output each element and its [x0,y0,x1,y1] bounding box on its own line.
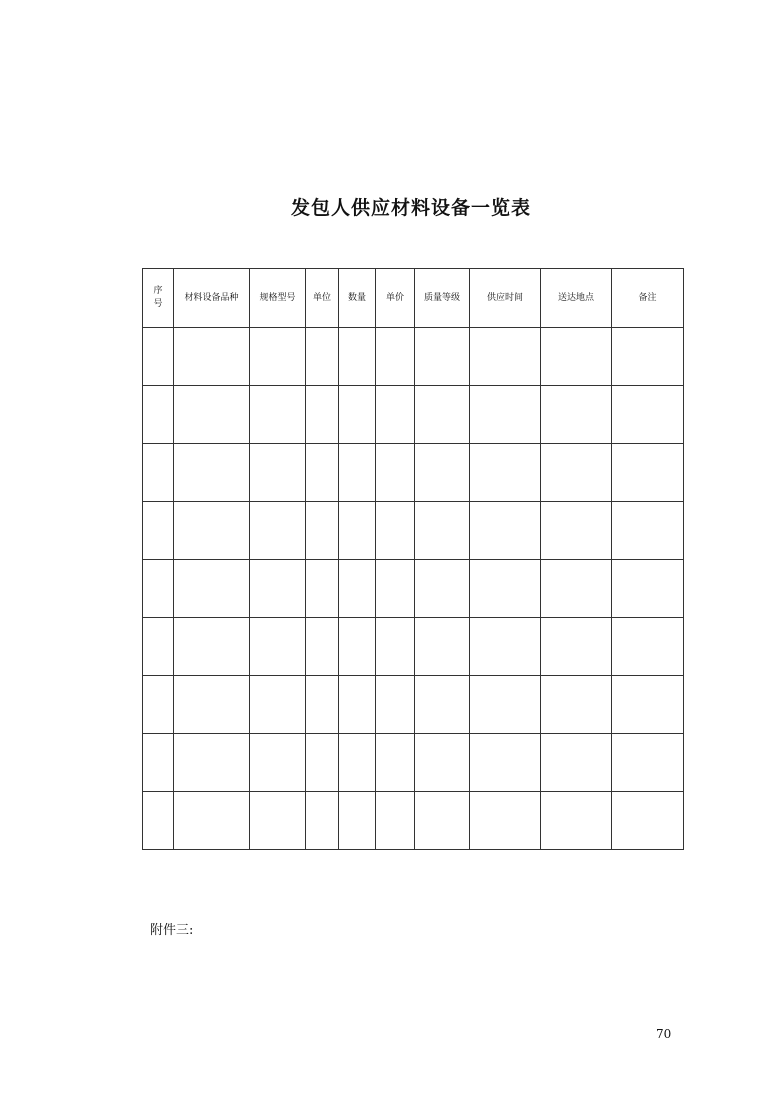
table-cell [376,386,415,444]
table-cell [415,676,470,734]
table-cell [612,734,684,792]
table-cell [250,618,306,676]
table-cell [541,328,612,386]
table-cell [143,444,174,502]
supply-table [142,268,684,850]
table-row [143,444,684,502]
table-cell [541,618,612,676]
table-cell [376,676,415,734]
table-cell [339,502,376,560]
table-cell [306,676,339,734]
table-cell [174,618,250,676]
table-cell [376,560,415,618]
table-cell [306,618,339,676]
table-cell [470,676,541,734]
page-title: 发包人供应材料设备一览表 [290,197,531,219]
table-cell [250,676,306,734]
table-cell [415,734,470,792]
table-cell [470,386,541,444]
table-cell [415,618,470,676]
table-cell [415,328,470,386]
table-cell [541,386,612,444]
table-cell [339,792,376,850]
table-cell [250,734,306,792]
table-cell [470,328,541,386]
table-cell [415,560,470,618]
column-header-material: 材料设备品种 [174,269,250,328]
table-body [143,328,684,850]
table-cell [306,502,339,560]
table-row [143,328,684,386]
table-cell [376,792,415,850]
table-cell [415,502,470,560]
table-cell [339,386,376,444]
column-header-delivery-place: 送达地点 [541,269,612,328]
table-cell [174,792,250,850]
table-cell [250,560,306,618]
table-cell [306,386,339,444]
table-cell [612,618,684,676]
table-cell [339,676,376,734]
table-cell [174,386,250,444]
table-cell [612,444,684,502]
table-cell [376,444,415,502]
table-cell [612,328,684,386]
table-cell [612,502,684,560]
column-header-quality: 质量等级 [415,269,470,328]
table-cell [339,560,376,618]
table-cell [339,444,376,502]
table-cell [470,560,541,618]
table-cell [376,734,415,792]
table-cell [470,792,541,850]
table-cell [415,792,470,850]
table-row [143,676,684,734]
table-cell [339,618,376,676]
table-cell [612,386,684,444]
table-cell [376,328,415,386]
column-header-remarks: 备注 [612,269,684,328]
table-cell [306,792,339,850]
table-cell [541,502,612,560]
table-cell [174,734,250,792]
table-cell [306,444,339,502]
table-cell [306,734,339,792]
page-number: 70 [656,1027,672,1041]
column-header-spec: 规格型号 [250,269,306,328]
table-cell [612,792,684,850]
column-header-unit: 单位 [306,269,339,328]
attachment-label: 附件三: [150,923,194,938]
table-cell [470,502,541,560]
table-cell [250,328,306,386]
column-header-unit-price: 单价 [376,269,415,328]
table-cell [415,386,470,444]
table-cell [541,734,612,792]
table-cell [470,444,541,502]
column-header-seq-char: 序 [153,286,163,296]
table-row [143,386,684,444]
table-cell [612,676,684,734]
table-cell [143,386,174,444]
table-row [143,502,684,560]
table-cell [470,618,541,676]
table-cell [306,328,339,386]
table-cell [143,792,174,850]
table-cell [541,676,612,734]
table-cell [174,676,250,734]
table-row [143,792,684,850]
table-cell [143,560,174,618]
table-cell [541,560,612,618]
table-cell [541,444,612,502]
column-header-seq-char: 号 [153,299,163,309]
table-cell [250,444,306,502]
table-cell [376,502,415,560]
table-row [143,560,684,618]
table-cell [339,734,376,792]
table-cell [415,444,470,502]
table-cell [143,328,174,386]
table-cell [174,328,250,386]
column-header-seq [143,269,174,328]
table-cell [143,734,174,792]
table-cell [174,444,250,502]
table-cell [470,734,541,792]
table-row [143,734,684,792]
table-cell [541,792,612,850]
table-cell [174,560,250,618]
table-row [143,618,684,676]
table-cell [174,502,250,560]
header-row [143,269,684,328]
table-cell [143,618,174,676]
table-cell [612,560,684,618]
table-cell [250,386,306,444]
column-header-supply-time: 供应时间 [470,269,541,328]
table-cell [339,328,376,386]
table-cell [143,502,174,560]
table-cell [376,618,415,676]
table-cell [306,560,339,618]
table-cell [250,502,306,560]
table-cell [250,792,306,850]
table-cell [143,676,174,734]
column-header-quantity: 数量 [339,269,376,328]
